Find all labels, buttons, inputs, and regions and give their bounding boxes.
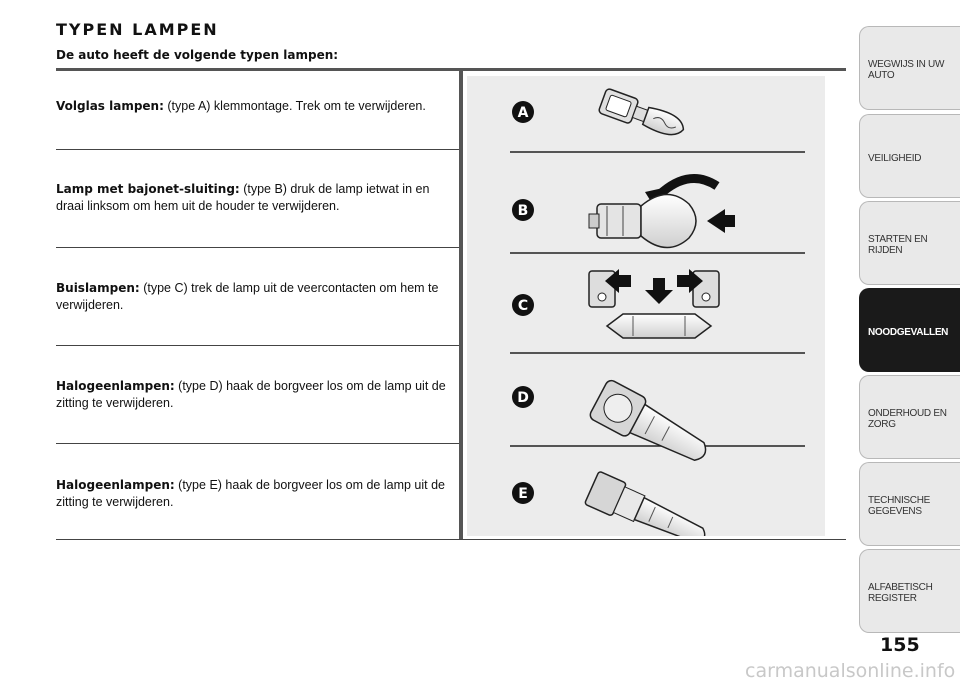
lamp-label: Buislampen: [56, 281, 140, 295]
tab-starten[interactable] [859, 201, 960, 285]
tab-label: VEILIGHEID [868, 152, 922, 164]
lamp-label: Lamp met bajonet-sluiting: [56, 182, 240, 196]
lamp-description: (type D) haak de borgveer los om de lamp uit de zitting te verwijderen. [56, 379, 446, 410]
tab-technische[interactable] [859, 462, 960, 546]
lamp-description: (type A) klemmontage. Trek om te verwijderen. [163, 99, 426, 113]
tab-onderhoud[interactable] [859, 375, 960, 459]
row-divider [56, 149, 459, 150]
lamp-label: Volglas lampen: [56, 99, 164, 113]
letter-badge-e [512, 482, 534, 504]
letter-badge-c [512, 294, 534, 316]
row-divider [56, 443, 459, 444]
lamp-row-e [56, 477, 456, 511]
lamp-a-wedge-icon [598, 88, 688, 142]
tab-wegwijs[interactable] [859, 26, 960, 110]
lamp-illustration [467, 76, 825, 536]
lamp-label: Halogeenlampen: [56, 478, 175, 492]
lamp-description: (type E) haak de borgveer los om de lamp uit de zitting te verwijderen. [56, 478, 445, 509]
lamp-label: Halogeenlampen: [56, 379, 175, 393]
letter-badge-b [512, 199, 534, 221]
tab-alfabetisch[interactable] [859, 549, 960, 633]
lamp-b-bayonet-icon [589, 178, 735, 247]
letter-badge-d [512, 386, 534, 408]
lamp-row-c [56, 280, 456, 314]
lamp-row-b [56, 181, 456, 215]
watermark-footer: carmanualsonline.info [745, 660, 956, 682]
tab-veiligheid[interactable] [859, 114, 960, 198]
tab-label: WEGWIJS IN UW AUTO [868, 59, 945, 81]
tab-label: STARTEN EN RIJDEN [868, 234, 928, 256]
lamp-d-h4-halogen-icon [588, 378, 715, 473]
svg-text:B: B [517, 203, 529, 219]
tab-label: ONDERHOUD EN ZORG [868, 408, 947, 430]
letter-badge-a [512, 101, 534, 123]
tab-label: NOODGEVALLEN [868, 326, 949, 338]
tab-label: TECHNISCHE GEGEVENS [868, 495, 931, 517]
page-title: TYPEN LAMPEN [56, 20, 219, 39]
tab-noodgevallen[interactable] [859, 288, 960, 372]
column-divider [459, 71, 463, 540]
svg-text:D: D [517, 390, 529, 406]
lamp-row-d [56, 378, 456, 412]
row-divider [56, 345, 459, 346]
page-number: 155 [880, 634, 920, 656]
page-subtitle: De auto heeft de volgende typen lampen: [56, 48, 339, 62]
row-divider [56, 247, 459, 248]
top-divider [56, 68, 846, 71]
lamp-description: (type C) trek de lamp uit de veercontacten om hem te verwijderen. [56, 281, 439, 312]
tab-label: ALFABETISCH REGISTER [868, 582, 933, 604]
svg-text:A: A [517, 105, 529, 121]
lamp-row-a [56, 98, 456, 115]
svg-text:C: C [517, 298, 529, 314]
svg-text:E: E [518, 486, 528, 502]
lamp-description: (type B) druk de lamp ietwat in en draai linksom om hem uit de houder te verwijderen. [56, 182, 430, 213]
lamp-e-h7-halogen-icon [584, 471, 711, 536]
bottom-divider [56, 539, 846, 540]
lamp-c-festoon-icon [589, 269, 719, 338]
